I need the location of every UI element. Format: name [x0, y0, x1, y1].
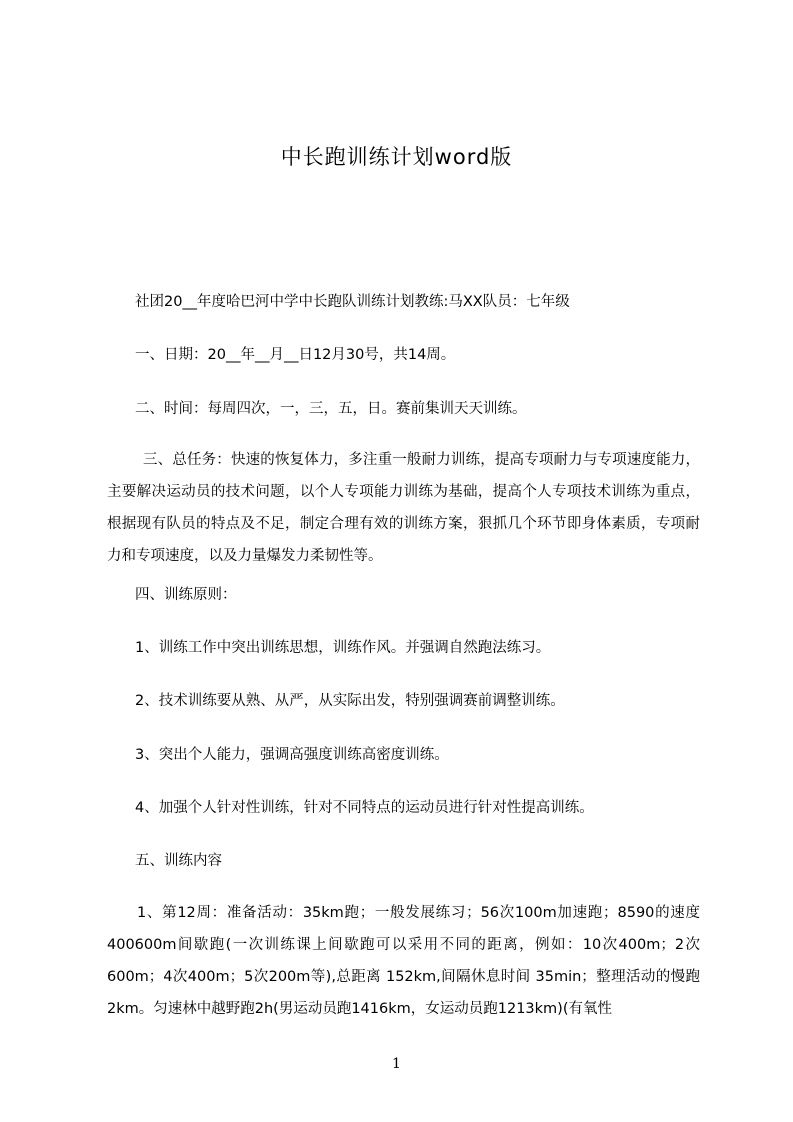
time-line: 二、时间：每周四次，一，三，五，日。赛前集训天天训练。 — [135, 401, 527, 417]
club-line: 社团20__年度哈巴河中学中长跑队训练计划教练:马XX队员：七年级 — [135, 294, 570, 310]
document-title: 中长跑训练计划word版 — [280, 145, 513, 169]
principle-item-3: 3、突出个人能力，强调高强度训练高密度训练。 — [135, 747, 449, 763]
page-number: 1 — [392, 1056, 401, 1072]
date-line: 一、日期：20__年__月__日12月30号，共14周。 — [135, 347, 456, 363]
content-heading: 五、训练内容 — [135, 853, 222, 869]
principle-item-1: 1、训练工作中突出训练思想，训练作风。并强调自然跑法练习。 — [135, 640, 551, 656]
principle-item-4: 4、加强个人针对性训练，针对不同特点的运动员进行针对性提高训练。 — [135, 800, 594, 816]
principles-heading: 四、训练原则： — [135, 587, 237, 603]
principle-item-2: 2、技术训练要从熟、从严，从实际出发，特别强调赛前调整训练。 — [135, 693, 565, 709]
task-paragraph: 三、总任务：快速的恢复体力，多注重一般耐力训练，提高专项耐力与专项速度能力，主要解决运动员的技术问题，以个人专项能力训练为基础，提高个人专项技术训练为重点，根据现有队员的特点及不足，制定合理有效的训练方案，狠抓几个环节即身体素质，专项耐力和专项速度，以及力量爆发力柔韧性等。 — [107, 452, 700, 564]
week12-paragraph: 1、第12周：准备活动：35km跑；一般发展练习；56次100m加速跑；8590的速度400600m间歇跑(一次训练课上间歇跑可以采用不同的距离，例如：10次400m；2次600m；4次400m；5次200m等),总距离 152km,间隔休息时间 35min；整理活动的慢跑2km。匀速林中越野跑2h(男运动员跑1416km，女运动员跑1213km)(有氧性 — [107, 905, 700, 1017]
